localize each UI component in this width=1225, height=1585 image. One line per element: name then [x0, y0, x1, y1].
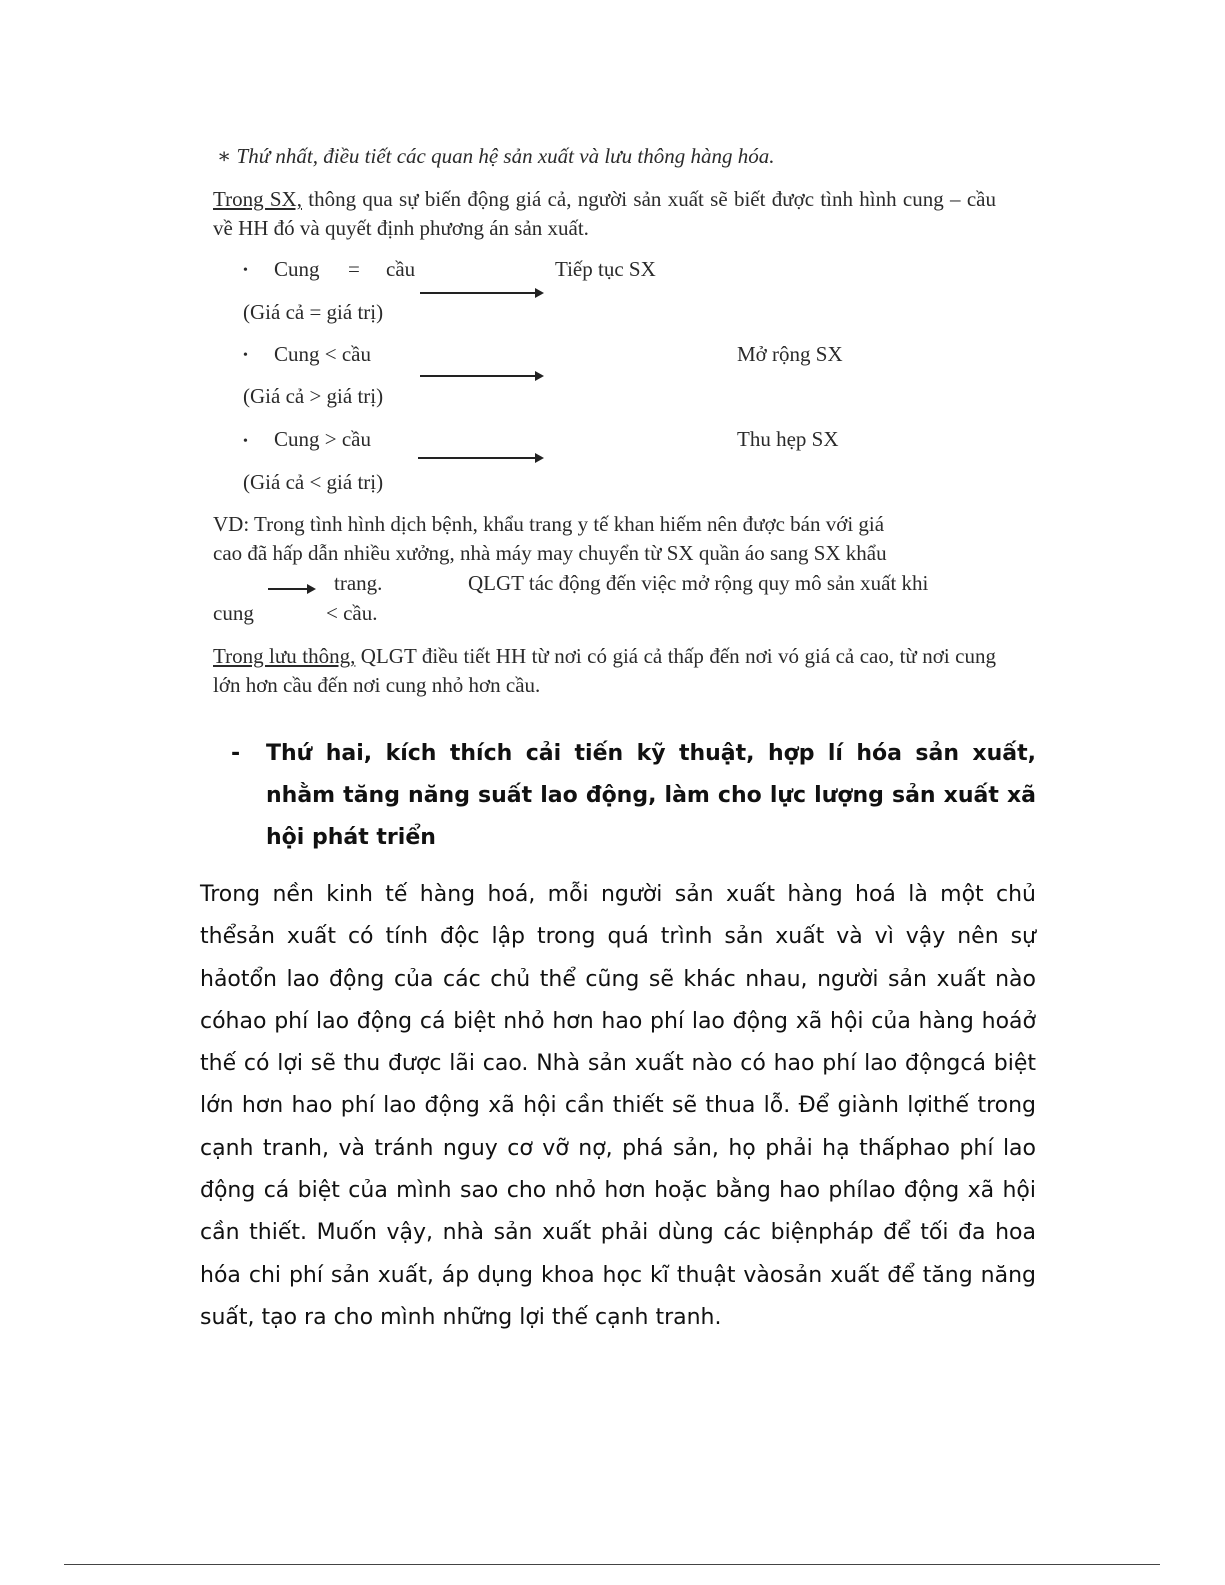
- production-text: thông qua sự biến động giá cả, người sản xuất sẽ biết được tình hình cung – cầu về HH đó và quyết định phương án sản xuất.: [213, 187, 996, 240]
- circulation-paragraph: [213, 642, 996, 700]
- production-lead: Trong SX,: [213, 187, 302, 211]
- bullet-icon: •: [243, 348, 248, 363]
- case2-note: (Giá cả > giá trị): [243, 384, 384, 408]
- example-line-3a: trang.: [334, 571, 383, 595]
- arrow-icon: [420, 375, 542, 377]
- page-bottom-rule: [64, 1564, 1160, 1565]
- example-line-3b: QLGT tác động đến việc mở rộng quy mô sản xuất khi: [468, 571, 929, 595]
- arrow-icon: [268, 588, 314, 590]
- example-line-1: VD: Trong tình hình dịch bệnh, khẩu trang y tế khan hiếm nên được bán với giá: [213, 512, 885, 536]
- list-dash-marker: -: [231, 741, 241, 766]
- example-line-4a: cung: [213, 601, 254, 625]
- case1-left: Cung: [274, 257, 320, 281]
- example-line-4b: < cầu.: [326, 601, 378, 625]
- case2-result: Mở rộng SX: [737, 342, 843, 366]
- bullet-icon: •: [243, 263, 248, 278]
- case2-condition: Cung < cầu: [274, 342, 371, 366]
- section-heading: Thứ hai, kích thích cải tiến kỹ thuật, hợp lí hóa sản xuất, nhằm tăng năng suất lao động, làm cho lực lượng sản xuất xã hội phát triển: [266, 741, 1036, 850]
- case3-result: Thu hẹp SX: [737, 427, 839, 451]
- arrow-icon: [418, 457, 542, 459]
- case1-result: Tiếp tục SX: [555, 257, 656, 281]
- bullet-icon: •: [243, 434, 248, 449]
- production-paragraph: [213, 185, 996, 243]
- case3-condition: Cung > cầu: [274, 427, 371, 451]
- section-body: Trong nền kinh tế hàng hoá, mỗi người sản xuất hàng hoá là một chủ thểsản xuất có tính độc lập trong quá trình sản xuất và vì vậy nên sự hảotổn lao động của các chủ thể cũng sẽ khác nhau, người sản xuất nào cóhao phí lao động cá biệt nhỏ hơn hao phí lao động xã hội của hàng hoáở thế có lợi sẽ thu được lãi cao. Nhà sản xuất nào có hao phí lao độngcá biệt lớn hơn hao phí lao động xã hội cần thiết sẽ thua lỗ. Để giành lợithế trong cạnh tranh, và tránh nguy cơ vỡ nợ, phá sản, họ phải hạ thấphao phí lao động cá biệt của mình sao cho nhỏ hơn hoặc bằng hao phílao động xã hội cần thiết. Muốn vậy, nhà sản xuất phải dùng các biệnpháp để tối đa hoa hóa chi phí sản xuất, áp dụng khoa học kĩ thuật vàosản xuất để tăng năng suất, tạo ra cho mình những lợi thế cạnh tranh.: [200, 882, 1036, 1330]
- case1-right: cầu: [386, 257, 416, 281]
- example-line-2: cao đã hấp dẫn nhiều xưởng, nhà máy may chuyển từ SX quần áo sang SX khẩu: [213, 541, 887, 565]
- circulation-text: QLGT điều tiết HH từ nơi có giá cả thấp đến nơi vó giá cả cao, từ nơi cung lớn hơn cầu đến nơi cung nhỏ hơn cầu.: [213, 644, 996, 697]
- case1-operator: =: [348, 257, 360, 281]
- arrow-icon: [420, 292, 542, 294]
- case1-note: (Giá cả = giá trị): [243, 300, 384, 324]
- circulation-lead: Trong lưu thông,: [213, 644, 356, 668]
- case3-note: (Giá cả < giá trị): [243, 470, 384, 494]
- excerpt-title: ∗ Thứ nhất, điều tiết các quan hệ sản xuất và lưu thông hàng hóa.: [217, 144, 775, 168]
